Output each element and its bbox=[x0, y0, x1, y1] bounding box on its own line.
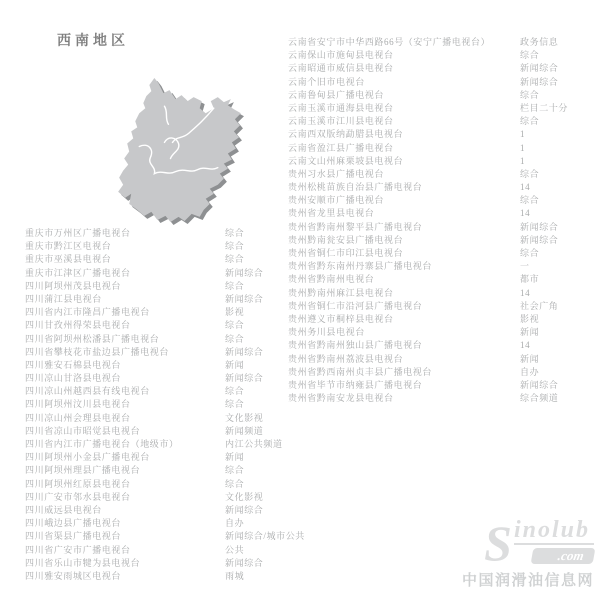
station-category: 新闻综合 bbox=[520, 379, 559, 390]
station-name: 四川峨边县广播电视台 bbox=[25, 518, 122, 529]
station-category: 新闻综合 bbox=[225, 293, 264, 304]
station-category: 综合 bbox=[225, 333, 245, 344]
station-name: 云南省盈江县广播电视台 bbox=[288, 142, 394, 153]
sinolub-logo-tld: .com bbox=[531, 548, 595, 564]
station-name: 四川阿坝州汶川县电视台 bbox=[25, 399, 131, 410]
station-row bbox=[25, 359, 287, 372]
station-category: 新闻综合 bbox=[225, 373, 264, 384]
station-row bbox=[288, 313, 594, 326]
station-row bbox=[25, 333, 287, 346]
station-name: 四川阿坝州红原县电视台 bbox=[25, 478, 131, 489]
station-row bbox=[288, 102, 594, 115]
station-name: 重庆市黔江区电视台 bbox=[25, 241, 112, 252]
station-category: 新闻综合 bbox=[520, 76, 559, 87]
station-name: 四川省阿坝州松潘县广播电视台 bbox=[25, 333, 160, 344]
station-row bbox=[25, 464, 287, 477]
station-category: 新闻 bbox=[225, 452, 245, 463]
station-row bbox=[288, 247, 594, 260]
station-name: 四川省乐山市犍为县电视台 bbox=[25, 557, 141, 568]
sinolub-logo-text: inolub bbox=[514, 518, 594, 545]
station-name: 贵州省黔东南州丹寨县广播电视台 bbox=[288, 261, 433, 272]
station-name: 贵州习水县广播电视台 bbox=[288, 168, 385, 179]
station-category: 文化影视 bbox=[225, 491, 264, 502]
station-row bbox=[288, 326, 594, 339]
station-category: 新闻频道 bbox=[225, 425, 264, 436]
station-row bbox=[25, 280, 287, 293]
station-row bbox=[288, 300, 594, 313]
station-name: 贵州省毕节市纳雍县广播电视台 bbox=[288, 379, 423, 390]
station-name: 四川威远县电视台 bbox=[25, 504, 102, 515]
station-name: 贵州省黔南州荔波县电视台 bbox=[288, 353, 404, 364]
station-row bbox=[288, 260, 594, 273]
station-category: 综合 bbox=[225, 478, 245, 489]
station-row bbox=[288, 287, 594, 300]
station-name: 四川阿坝州茂县电视台 bbox=[25, 280, 122, 291]
station-category: 综合 bbox=[225, 280, 245, 291]
station-row bbox=[25, 385, 287, 398]
station-category: 14 bbox=[520, 182, 531, 193]
station-category: 1 bbox=[520, 142, 526, 153]
station-category: 综合 bbox=[225, 320, 245, 331]
station-category: 综合 bbox=[520, 89, 540, 100]
station-category: 新闻综合 bbox=[520, 63, 559, 74]
station-category: 影视 bbox=[520, 313, 540, 324]
station-name: 贵州省铜仁市印江县电视台 bbox=[288, 248, 404, 258]
station-name: 四川雅安石棉县电视台 bbox=[25, 359, 122, 370]
station-name: 四川省内江市广播电视台（地级市） bbox=[25, 439, 179, 449]
station-category: 自办 bbox=[520, 366, 540, 377]
station-name: 贵州遵义市桐梓县电视台 bbox=[288, 313, 394, 324]
station-row bbox=[288, 49, 594, 62]
station-row bbox=[288, 36, 594, 49]
station-category: 综合 bbox=[225, 465, 245, 476]
station-category: 新闻 bbox=[225, 359, 245, 370]
station-category: 14 bbox=[520, 208, 531, 219]
station-name: 四川阿坝州理县广播电视台 bbox=[25, 465, 141, 476]
station-name: 四川凉山甘洛县电视台 bbox=[25, 373, 122, 384]
station-row bbox=[25, 306, 287, 319]
station-row bbox=[288, 142, 594, 155]
station-row bbox=[288, 115, 594, 128]
station-list-right bbox=[288, 36, 594, 405]
station-row bbox=[288, 339, 594, 352]
station-name: 贵州安顺市广播电视台 bbox=[288, 195, 385, 206]
station-list-left bbox=[25, 227, 305, 583]
station-row bbox=[25, 412, 287, 425]
station-row bbox=[25, 227, 287, 240]
station-category: 综合 bbox=[225, 228, 245, 238]
station-category: 雨城 bbox=[225, 570, 245, 581]
region-map-svg bbox=[104, 76, 244, 229]
station-name: 贵州务川县电视台 bbox=[288, 327, 365, 338]
station-name: 贵州黔南州麻江县电视台 bbox=[288, 287, 394, 298]
station-row bbox=[25, 267, 287, 280]
station-row bbox=[25, 293, 287, 306]
southwest-china-map-icon bbox=[104, 76, 244, 229]
station-category: 新闻综合 bbox=[225, 557, 264, 568]
station-name: 重庆市巫溪县电视台 bbox=[25, 254, 112, 265]
station-row bbox=[25, 346, 287, 359]
station-name: 四川省内江市隆昌广播电视台 bbox=[25, 307, 150, 318]
station-row bbox=[288, 76, 594, 89]
station-row bbox=[25, 557, 287, 570]
station-category: 新闻综合 bbox=[225, 267, 264, 278]
station-row bbox=[25, 240, 287, 253]
station-category: 新闻 bbox=[520, 353, 540, 364]
station-row bbox=[25, 425, 287, 438]
station-row bbox=[288, 392, 594, 405]
station-category: 综合 bbox=[520, 195, 540, 206]
station-row bbox=[288, 273, 594, 286]
station-name: 四川凉山州越西县有线电视台 bbox=[25, 386, 150, 397]
station-row bbox=[288, 155, 594, 168]
station-category: 都市 bbox=[520, 274, 540, 285]
station-name: 四川省凉山市昭觉县电视台 bbox=[25, 425, 141, 436]
station-category: 影视 bbox=[225, 307, 245, 318]
station-name: 四川雅安雨城区电视台 bbox=[25, 570, 122, 581]
station-name: 贵州黔南瓮安县广播电视台 bbox=[288, 234, 404, 245]
station-category: 新闻综合 bbox=[520, 221, 559, 232]
station-name: 四川凉山州会理县电视台 bbox=[25, 412, 131, 423]
station-name: 四川省渠县广播电视台 bbox=[25, 531, 122, 542]
station-category: 栏目二十分 bbox=[520, 102, 569, 113]
station-row bbox=[25, 544, 287, 557]
station-category: 综合 bbox=[520, 168, 540, 179]
station-row bbox=[288, 62, 594, 75]
station-name: 云南文山州麻栗坡县电视台 bbox=[288, 155, 404, 166]
station-name: 贵州省龙里县电视台 bbox=[288, 208, 375, 219]
station-name: 云南玉溪市通海县电视台 bbox=[288, 102, 394, 113]
station-name: 云南鲁甸县广播电视台 bbox=[288, 89, 385, 100]
station-row bbox=[288, 89, 594, 102]
station-name: 贵州省黔南安龙县电视台 bbox=[288, 393, 394, 404]
station-row bbox=[288, 366, 594, 379]
station-name: 贵州松桃苗族自治县广播电视台 bbox=[288, 182, 423, 193]
station-category: 新闻综合 bbox=[225, 346, 264, 357]
station-name: 云南个旧市电视台 bbox=[288, 76, 365, 87]
station-category: 新闻 bbox=[520, 327, 540, 338]
station-row bbox=[288, 221, 594, 234]
station-name: 贵州省黔南州独山县广播电视台 bbox=[288, 340, 423, 351]
sinolub-watermark bbox=[436, 514, 594, 590]
station-category: 综合 bbox=[520, 116, 540, 127]
station-row bbox=[25, 491, 287, 504]
station-row bbox=[25, 478, 287, 491]
station-category: 一 bbox=[520, 261, 530, 272]
station-category: 1 bbox=[520, 129, 526, 140]
station-name: 云南玉溪市江川县电视台 bbox=[288, 116, 394, 127]
station-category: 14 bbox=[520, 287, 531, 298]
station-row bbox=[25, 398, 287, 411]
station-row bbox=[288, 181, 594, 194]
station-row bbox=[25, 438, 287, 451]
station-row bbox=[288, 207, 594, 220]
station-name: 云南省安宁市中华西路66号（安宁广播电视台） bbox=[288, 37, 491, 47]
station-name: 四川省广安市广播电视台 bbox=[25, 544, 131, 555]
station-name: 云南昭通市威信县电视台 bbox=[288, 63, 394, 74]
station-row bbox=[25, 530, 305, 543]
page-title: 西南地区 bbox=[57, 34, 129, 49]
station-name: 重庆市江津区广播电视台 bbox=[25, 267, 131, 278]
station-row bbox=[25, 570, 287, 583]
station-category: 新闻综合 bbox=[520, 234, 559, 245]
station-name: 四川广安市邻水县电视台 bbox=[25, 491, 131, 502]
station-name: 云南西双版纳勐腊县电视台 bbox=[288, 129, 404, 140]
station-row bbox=[288, 234, 594, 247]
station-name: 贵州省黔南州黎平县广播电视台 bbox=[288, 221, 423, 232]
station-row bbox=[25, 504, 287, 517]
station-name: 四川甘孜州得荣县电视台 bbox=[25, 320, 131, 331]
station-name: 重庆市万州区广播电视台 bbox=[25, 228, 131, 238]
station-category: 内江公共频道 bbox=[225, 439, 283, 449]
station-row bbox=[288, 168, 594, 181]
station-row bbox=[25, 451, 287, 464]
station-category: 综合 bbox=[520, 248, 540, 258]
station-name: 贵州省黔南州电视台 bbox=[288, 274, 375, 285]
station-category: 公共 bbox=[225, 544, 245, 555]
station-category: 文化影视 bbox=[225, 412, 264, 423]
station-row bbox=[25, 253, 287, 266]
station-row bbox=[288, 128, 594, 141]
station-category: 政务信息 bbox=[520, 37, 559, 47]
station-row bbox=[25, 372, 287, 385]
watermark-caption: 中国润滑油信息网 bbox=[461, 572, 594, 589]
station-name: 贵州省黔西南州贞丰县广播电视台 bbox=[288, 366, 433, 377]
station-category: 综合 bbox=[225, 386, 245, 397]
station-name: 四川蒲江县电视台 bbox=[25, 293, 102, 304]
station-category: 综合 bbox=[225, 254, 245, 265]
station-name: 四川阿坝州小金县广播电视台 bbox=[25, 452, 150, 463]
station-row bbox=[25, 319, 287, 332]
sinolub-logo bbox=[436, 514, 594, 571]
station-category: 新闻综合 bbox=[225, 504, 264, 515]
station-category: 社会广角 bbox=[520, 300, 559, 311]
station-row bbox=[288, 353, 594, 366]
station-category: 综合 bbox=[225, 399, 245, 410]
station-row bbox=[25, 517, 287, 530]
station-category: 新闻综合/城市公共 bbox=[225, 531, 305, 542]
station-row bbox=[288, 194, 594, 207]
station-category: 14 bbox=[520, 340, 531, 351]
sinolub-logo-s: S bbox=[484, 514, 512, 571]
station-name: 四川省攀枝花市盐边县广播电视台 bbox=[25, 346, 170, 357]
station-category: 1 bbox=[520, 155, 526, 166]
station-name: 贵州省铜仁市沿河县广播电视台 bbox=[288, 300, 423, 311]
station-row bbox=[288, 379, 594, 392]
station-name: 云南保山市施甸县电视台 bbox=[288, 50, 394, 61]
station-category: 综合 bbox=[520, 50, 540, 61]
station-category: 自办 bbox=[225, 518, 245, 529]
station-category: 综合频道 bbox=[520, 393, 559, 404]
station-category: 综合 bbox=[225, 241, 245, 252]
